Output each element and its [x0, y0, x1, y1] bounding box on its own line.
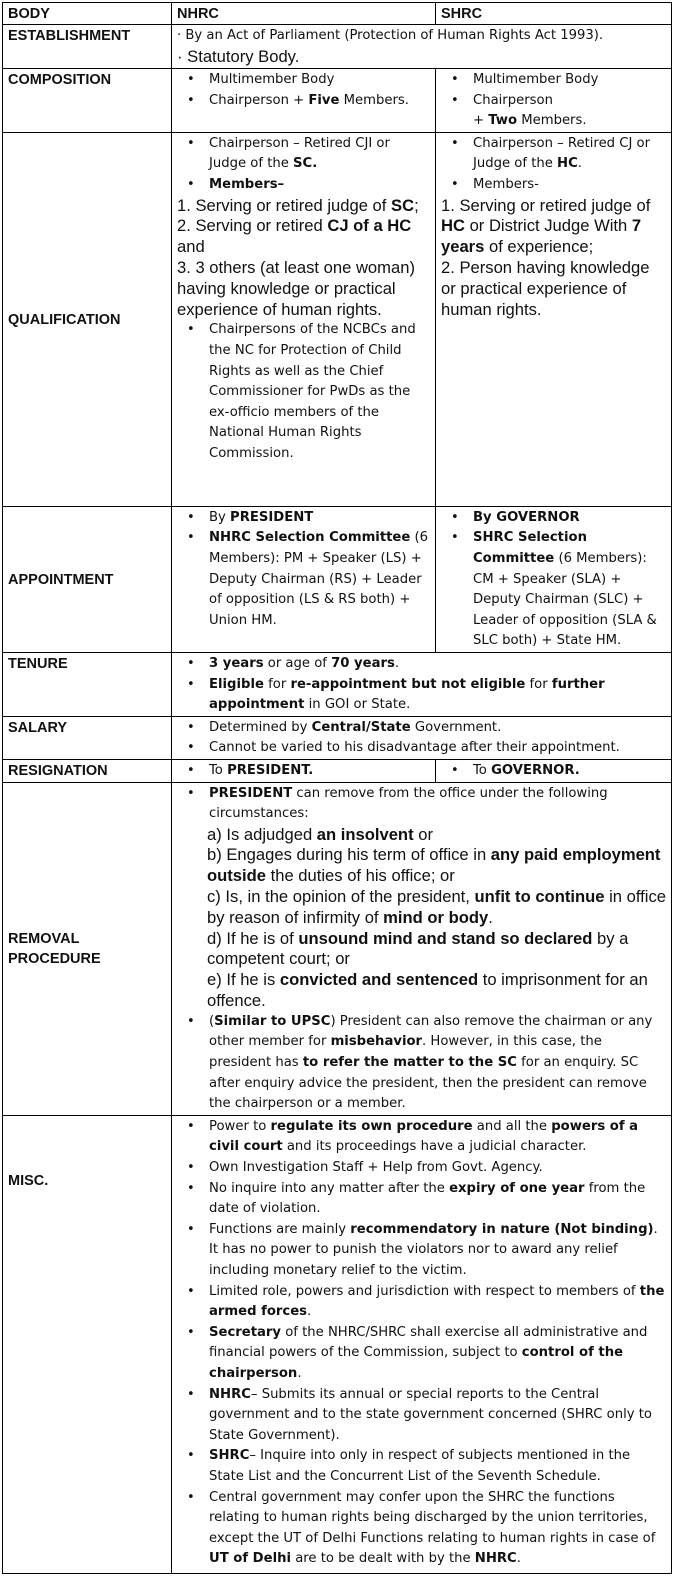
header-row — [3, 3, 672, 25]
list-item: • (Similar to UPSC) President can also remove the chairman or any other member for misbehavior. However, in this case, the president has to refer the matter to the SC for an enquiry. SC after enquiry advice the president, then the president can remove the chairperson or a member. — [177, 1012, 667, 1115]
header-nhrc: NHRC — [172, 3, 436, 25]
removal-d: d) If he is of unsound mind and stand so declared by a competent court; or — [207, 928, 629, 969]
row-salary — [3, 716, 672, 759]
tenure-cell — [172, 652, 672, 716]
list-item: • Limited role, powers and jurisdiction with respect to members of the armed forces. — [177, 1282, 667, 1323]
list-item: • 3 years or age of 70 years. — [177, 654, 667, 675]
misc-label: MISC. — [8, 1172, 49, 1189]
removal-e: e) If he is convicted and sentenced to imprisonment for an offence. — [207, 970, 648, 1011]
list-item: • PRESIDENT can remove from the office under the following circumstances: — [177, 784, 667, 825]
row-label-removal: REMOVAL PROCEDURE — [3, 782, 172, 1115]
appointment-shrc — [436, 506, 672, 652]
list-item: • Eligible for re-appointment but not eligible for further appointment in GOI or State. — [177, 675, 667, 716]
row-removal — [3, 782, 672, 1115]
qualification-nhrc-p3: 3. 3 others (at least one woman) having knowledge or practical experience of human rights. — [177, 257, 415, 319]
appointment-nhrc — [172, 506, 436, 652]
resignation-shrc — [436, 759, 672, 782]
row-label-misc — [3, 1115, 172, 1573]
row-label-composition: COMPOSITION — [3, 69, 172, 133]
row-label-establishment: ESTABLISHMENT — [3, 25, 172, 69]
list-item: • Chairperson — [441, 91, 667, 112]
qualification-nhrc-p2: 2. Serving or retired CJ of a HC and — [177, 216, 412, 257]
composition-shrc-line: + Two Members. — [473, 113, 587, 129]
row-label-qualification: QUALIFICATION — [3, 132, 172, 506]
list-item: • SHRC Selection Committee (6 Members): CM + Speaker (SLA) + Deputy Chairman (SLC) + Leader of opposition (SLA & SLC both) + State HM. — [441, 528, 667, 652]
list-item: • Functions are mainly recommendatory in nature (Not binding). It has no power to punish the violators nor to award any relief including monetary relief to the victim. — [177, 1220, 667, 1282]
row-qualification — [3, 132, 672, 506]
list-item: • By GOVERNOR — [441, 508, 667, 529]
row-label-appointment: APPOINTMENT — [3, 506, 172, 652]
qualification-shrc-p2: 2. Person having knowledge or practical experience of human rights. — [441, 257, 650, 319]
row-label-resignation: RESIGNATION — [3, 759, 172, 782]
row-composition — [3, 69, 672, 133]
list-item: • Chairperson – Retired CJI or Judge of the SC. — [177, 134, 431, 175]
removal-b: b) Engages during his term of office in any paid employment outside the duties of his office; or — [207, 845, 661, 886]
list-item: • No inquire into any matter after the expiry of one year from the date of violation. — [177, 1179, 667, 1220]
list-item: • Own Investigation Staff + Help from Govt. Agency. — [177, 1158, 667, 1179]
list-item: • Chairpersons of the NCBCs and the NC for Protection of Child Rights as well as the Chief Commissioner for PwDs as the ex-officio members of the National Human Rights Commission. — [177, 320, 431, 464]
list-item: • Central government may confer upon the SHRC the functions relating to human rights being discharged by the union territories, except the UT of Delhi Functions relating to human rights in case of UT of Delhi are to be dealt with by the NHRC. — [177, 1488, 667, 1570]
list-item: • Secretary of the NHRC/SHRC shall exercise all administrative and financial powers of the Commission, subject to control of the chairperson. — [177, 1323, 667, 1385]
row-appointment — [3, 506, 672, 652]
qualification-nhrc — [172, 132, 436, 506]
establishment-line-1: · By an Act of Parliament (Protection of Human Rights Act 1993). — [177, 28, 604, 43]
comparison-table — [2, 2, 672, 1574]
resignation-nhrc — [172, 759, 436, 782]
row-label-tenure: TENURE — [3, 652, 172, 716]
list-item: • Multimember Body — [177, 70, 431, 91]
list-item: • Power to regulate its own procedure and all the powers of a civil court and its proceedings have a judicial character. — [177, 1117, 667, 1158]
row-misc — [3, 1115, 672, 1573]
header-shrc: SHRC — [436, 3, 672, 25]
establishment-cell — [172, 25, 672, 69]
list-item: • Members– — [177, 175, 431, 196]
composition-shrc — [436, 69, 672, 133]
row-label-salary: SALARY — [3, 716, 172, 759]
header-body: BODY — [3, 3, 172, 25]
list-item: • Multimember Body — [441, 70, 667, 91]
list-item: • NHRC Selection Committee (6 Members): PM + Speaker (LS) + Deputy Chairman (RS) + Leader of opposition (LS & RS both) + Union HM. — [177, 528, 431, 631]
list-item: • To PRESIDENT. — [177, 761, 431, 782]
qualification-shrc-p1: 1. Serving or retired judge of HC or District Judge With 7 years of experience; — [441, 195, 651, 257]
list-item: • Cannot be varied to his disadvantage after their appointment. — [177, 738, 667, 759]
list-item: • By PRESIDENT — [177, 508, 431, 529]
removal-a: a) Is adjudged an insolvent or — [207, 824, 433, 844]
list-item: • Members- — [441, 175, 667, 196]
list-item: • Chairperson – Retired CJ or Judge of the HC. — [441, 134, 667, 175]
list-item: • Determined by Central/State Government. — [177, 718, 667, 739]
row-establishment — [3, 25, 672, 69]
row-resignation — [3, 759, 672, 782]
composition-nhrc — [172, 69, 436, 133]
list-item: • NHRC– Submits its annual or special reports to the Central government and to the state government concerned (SHRC only to State Government). — [177, 1385, 667, 1447]
qualification-shrc — [436, 132, 672, 506]
misc-cell — [172, 1115, 672, 1573]
list-item: • Chairperson + Five Members. — [177, 91, 431, 112]
qualification-nhrc-p1: 1. Serving or retired judge of SC; — [177, 195, 419, 215]
removal-c: c) Is, in the opinion of the president, unfit to continue in office by reason of infirmity of mind or body. — [207, 887, 666, 927]
list-item: • To GOVERNOR. — [441, 761, 667, 782]
list-item: • SHRC– Inquire into only in respect of subjects mentioned in the State List and the Concurrent List of the Seventh Schedule. — [177, 1446, 667, 1487]
establishment-line-2: · Statutory Body. — [177, 46, 300, 66]
salary-cell — [172, 716, 672, 759]
removal-cell — [172, 782, 672, 1115]
row-tenure — [3, 652, 672, 716]
